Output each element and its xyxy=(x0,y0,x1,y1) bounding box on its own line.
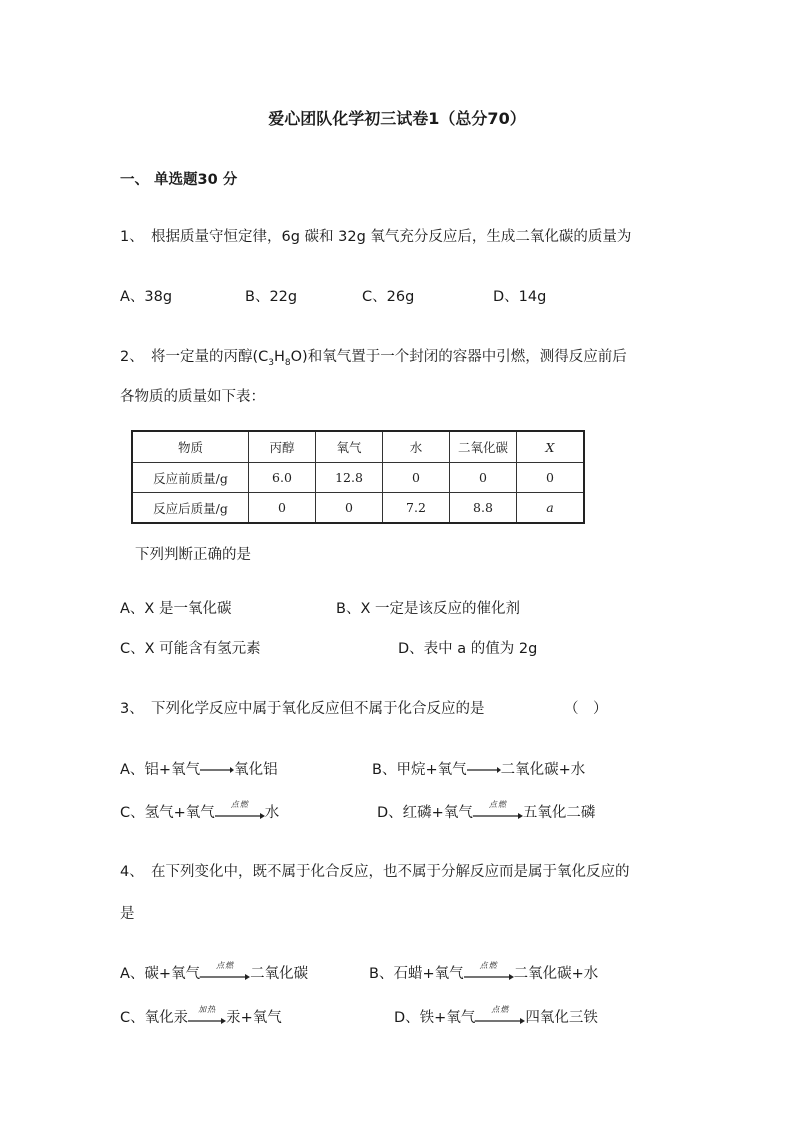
table-cell: 反应前质量/g xyxy=(132,463,249,493)
question-3-option-c xyxy=(120,801,279,823)
table-row xyxy=(132,463,584,493)
reactants: B、甲烷+氧气 xyxy=(372,762,467,778)
table-cell: 0 xyxy=(383,463,450,493)
table-cell: 0 xyxy=(316,493,383,524)
reactants: C、氧化汞 xyxy=(120,1010,189,1026)
products: 二氧化碳 xyxy=(250,966,309,982)
products: 汞+氧气 xyxy=(226,1010,282,1026)
condition-label: 点燃 xyxy=(216,961,235,970)
question-2-stem-line2: 各物质的质量如下表： xyxy=(120,389,265,405)
table-header-cell: 物质 xyxy=(132,431,249,463)
table-header-cell: 二氧化碳 xyxy=(450,431,517,463)
section-heading: 一、 单选题30 分 xyxy=(120,172,238,188)
table-cell: 反应后质量/g xyxy=(132,493,249,524)
reaction-arrow-icon xyxy=(467,763,501,777)
question-4-stem-line1: 4、 在下列变化中，既不属于化合反应，也不属于分解反应而是属于氧化反应的 xyxy=(120,864,630,880)
question-4-option-b xyxy=(369,962,598,984)
table-row xyxy=(132,493,584,524)
question-1-option-d: D、14g xyxy=(493,289,547,305)
table-header-row xyxy=(132,431,584,463)
reactants: B、石蜡+氧气 xyxy=(369,966,464,982)
products: 五氧化二磷 xyxy=(522,805,596,821)
table-cell: a xyxy=(517,493,585,524)
question-4-option-c xyxy=(120,1006,282,1028)
question-2-option-a: A、X 是一氧化碳 xyxy=(120,601,232,617)
table-cell: 0 xyxy=(450,463,517,493)
question-4-option-d xyxy=(394,1006,598,1028)
products: 水 xyxy=(264,805,280,821)
table-header-cell: 氧气 xyxy=(316,431,383,463)
condition-label: 加热 xyxy=(198,1005,217,1014)
question-2-option-b: B、X 一定是该反应的催化剂 xyxy=(336,601,520,617)
question-2-stem-line1: 2、 将一定量的丙醇$(C_3H_8O)$和氧气置于一个封闭的容器中引燃，测得反应前后 xyxy=(120,349,627,368)
reaction-arrow-icon xyxy=(473,800,523,823)
reactants: A、碳+氧气 xyxy=(120,966,201,982)
table-cell: 8.8 xyxy=(450,493,517,524)
table-cell: 12.8 xyxy=(316,463,383,493)
table-cell: 7.2 xyxy=(383,493,450,524)
reaction-arrow-icon xyxy=(200,961,250,984)
reactants: D、铁+氧气 xyxy=(394,1010,476,1026)
products: 二氧化碳+水 xyxy=(500,762,586,778)
page-title: 爱心团队化学初三试卷1（总分70） xyxy=(268,109,526,128)
reaction-arrow-icon xyxy=(200,763,234,777)
table-cell: 0 xyxy=(517,463,585,493)
reaction-arrow-icon xyxy=(464,961,514,984)
condition-label: 点燃 xyxy=(230,800,249,809)
question-3-answer-paren: （ ） xyxy=(564,701,608,717)
reactants: D、红磷+氧气 xyxy=(377,805,473,821)
question-2-option-d: D、表中 a 的值为 2g xyxy=(398,641,538,657)
table-header-cell: 丙醇 xyxy=(249,431,316,463)
reactants: C、氢气+氧气 xyxy=(120,805,215,821)
question-4-stem-line2: 是 xyxy=(120,906,135,922)
question-3-option-a xyxy=(120,758,278,779)
question-2-prompt: 下列判断正确的是 xyxy=(135,547,251,563)
reaction-arrow-icon xyxy=(475,1005,525,1028)
products: 四氧化三铁 xyxy=(525,1010,598,1026)
question-2-option-c: C、X 可能含有氢元素 xyxy=(120,641,261,657)
question-3-option-d xyxy=(377,801,595,823)
table-header-cell: X xyxy=(517,431,585,463)
table-cell: 0 xyxy=(249,493,316,524)
condition-label: 点燃 xyxy=(491,1005,510,1014)
reaction-arrow-icon xyxy=(188,1005,226,1028)
reactants: A、铝+氧气 xyxy=(120,762,201,778)
condition-label: 点燃 xyxy=(479,961,498,970)
table-cell: 6.0 xyxy=(249,463,316,493)
question-1-option-c: C、26g xyxy=(362,289,415,305)
question-3-stem: 3、 下列化学反应中属于氧化反应但不属于化合反应的是 xyxy=(120,701,485,717)
condition-label: 点燃 xyxy=(488,800,507,809)
question-1-stem: 1、 根据质量守恒定律，6g 碳和 32g 氧气充分反应后，生成二氧化碳的质量为 xyxy=(120,229,632,245)
products: 二氧化碳+水 xyxy=(513,966,599,982)
reaction-arrow-icon xyxy=(215,800,265,823)
question-1-option-b: B、22g xyxy=(245,289,298,305)
question-1-option-a: A、38g xyxy=(120,289,173,305)
table-header-cell: 水 xyxy=(383,431,450,463)
products: 氧化铝 xyxy=(234,762,278,778)
question-4-option-a xyxy=(120,962,308,984)
question-3-option-b xyxy=(372,758,585,779)
mass-table xyxy=(131,430,585,524)
